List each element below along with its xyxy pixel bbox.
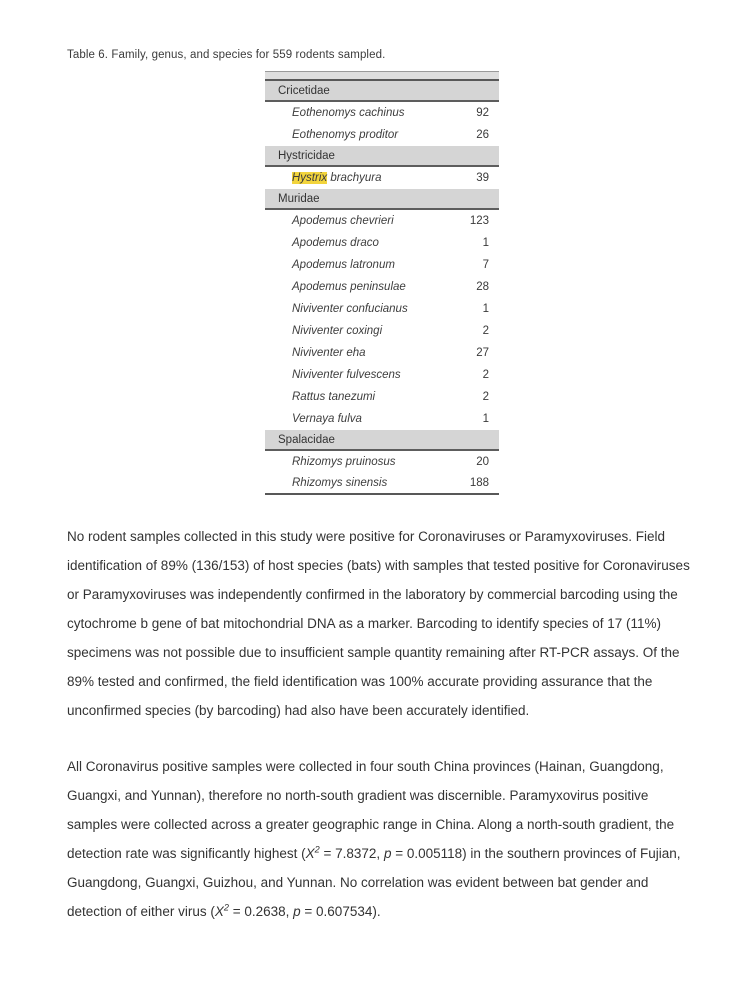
table-header-strip: [265, 71, 499, 81]
species-count: 39: [476, 172, 489, 184]
species-name: Vernaya fulva: [292, 413, 362, 425]
rodent-table: [265, 71, 499, 495]
species-count: 7: [482, 259, 489, 271]
family-name: Hystricidae: [278, 149, 335, 162]
species-name: Niviventer eha: [292, 347, 366, 359]
species-name: Niviventer fulvescens: [292, 369, 401, 381]
table-species-row: [265, 254, 499, 276]
species-count: 2: [482, 369, 489, 381]
species-name: Apodemus latronum: [292, 259, 395, 271]
table-species-row: [265, 124, 499, 146]
species-name: Eothenomys proditor: [292, 129, 399, 141]
table-species-row: [265, 364, 499, 386]
body-text: [67, 522, 695, 953]
table-species-row: [265, 210, 499, 232]
table-species-row: [265, 408, 499, 430]
paragraph-1: No rodent samples collected in this study were positive for Coronaviruses or Paramyxoviruses. Field identification of 89% (136/153) of host species (bats) with samples that tested positive for Coronaviruses or Paramyxoviruses was independently confirmed in the laboratory by commercial barcoding using the cytochrome b gene of bat mitochondrial DNA as a marker. Barcoding to identify species of 17 (11%) specimens was not possible due to insufficient sample quantity remaining after RT-PCR assays. Of the 89% tested and confirmed, the field identification was 100% accurate providing assurance that the unconfirmed species (by barcoding) had also have been accurately identified.: [67, 529, 690, 718]
table-caption: Table 6. Family, genus, and species for 559 rodents sampled.: [67, 49, 386, 61]
species-count: 2: [482, 391, 489, 403]
species-count: 26: [476, 129, 489, 141]
table-species-row: [265, 451, 499, 473]
species-count: 1: [482, 413, 489, 425]
species-count: 27: [476, 347, 489, 359]
table-family-row: [265, 81, 499, 102]
table-family-row: [265, 189, 499, 210]
table-species-row: [265, 102, 499, 124]
table-species-row: [265, 473, 499, 495]
species-name: Eothenomys cachinus: [292, 107, 405, 119]
paragraph-2: All Coronavirus positive samples were collected in four south China provinces (Hainan, Guangdong, Guangxi, and Yunnan), therefore no north-south gradient was discernible. Paramyxovirus positive samples were collected across a greater geographic range in China. Along a north-south gradient, the detection rate was significantly highest ($X^2 = 7.8372$, p = 0.005118) in the southern provinces of Fujian, Guangdong, Guangxi, Guizhou, and Yunnan. No correlation was evident between bat gender and detection of either virus ($X^2 = 0.2638$, p = 0.607534).: [67, 759, 681, 919]
species-count: 20: [476, 456, 489, 468]
table-species-row: [265, 167, 499, 189]
species-count: 1: [482, 237, 489, 249]
species-name: Niviventer coxingi: [292, 325, 383, 337]
table-species-row: [265, 320, 499, 342]
species-name: Apodemus chevrieri: [292, 215, 394, 227]
species-count: 92: [476, 107, 489, 119]
table-species-row: [265, 276, 499, 298]
family-name: Muridae: [278, 192, 320, 205]
species-name: Niviventer confucianus: [292, 303, 408, 315]
table-species-row: [265, 386, 499, 408]
table-species-row: [265, 298, 499, 320]
species-count: 1: [482, 303, 489, 315]
species-name: Rattus tanezumi: [292, 391, 376, 403]
table-family-row: [265, 430, 499, 451]
species-name: Rhizomys pruinosus: [292, 456, 396, 468]
species-name: Apodemus peninsulae: [292, 281, 406, 293]
species-count: 123: [469, 215, 489, 227]
species-count: 2: [482, 325, 489, 337]
species-name: Rhizomys sinensis: [292, 477, 388, 489]
family-name: Cricetidae: [278, 84, 330, 97]
species-name: Hystrix brachyura: [292, 172, 382, 184]
table-family-row: [265, 146, 499, 167]
species-count: 188: [469, 477, 489, 489]
species-name: Apodemus draco: [292, 237, 379, 249]
species-count: 28: [476, 281, 489, 293]
table-species-row: [265, 232, 499, 254]
table-species-row: [265, 342, 499, 364]
highlighted-text: Hystrix: [292, 172, 328, 184]
family-name: Spalacidae: [278, 433, 335, 446]
